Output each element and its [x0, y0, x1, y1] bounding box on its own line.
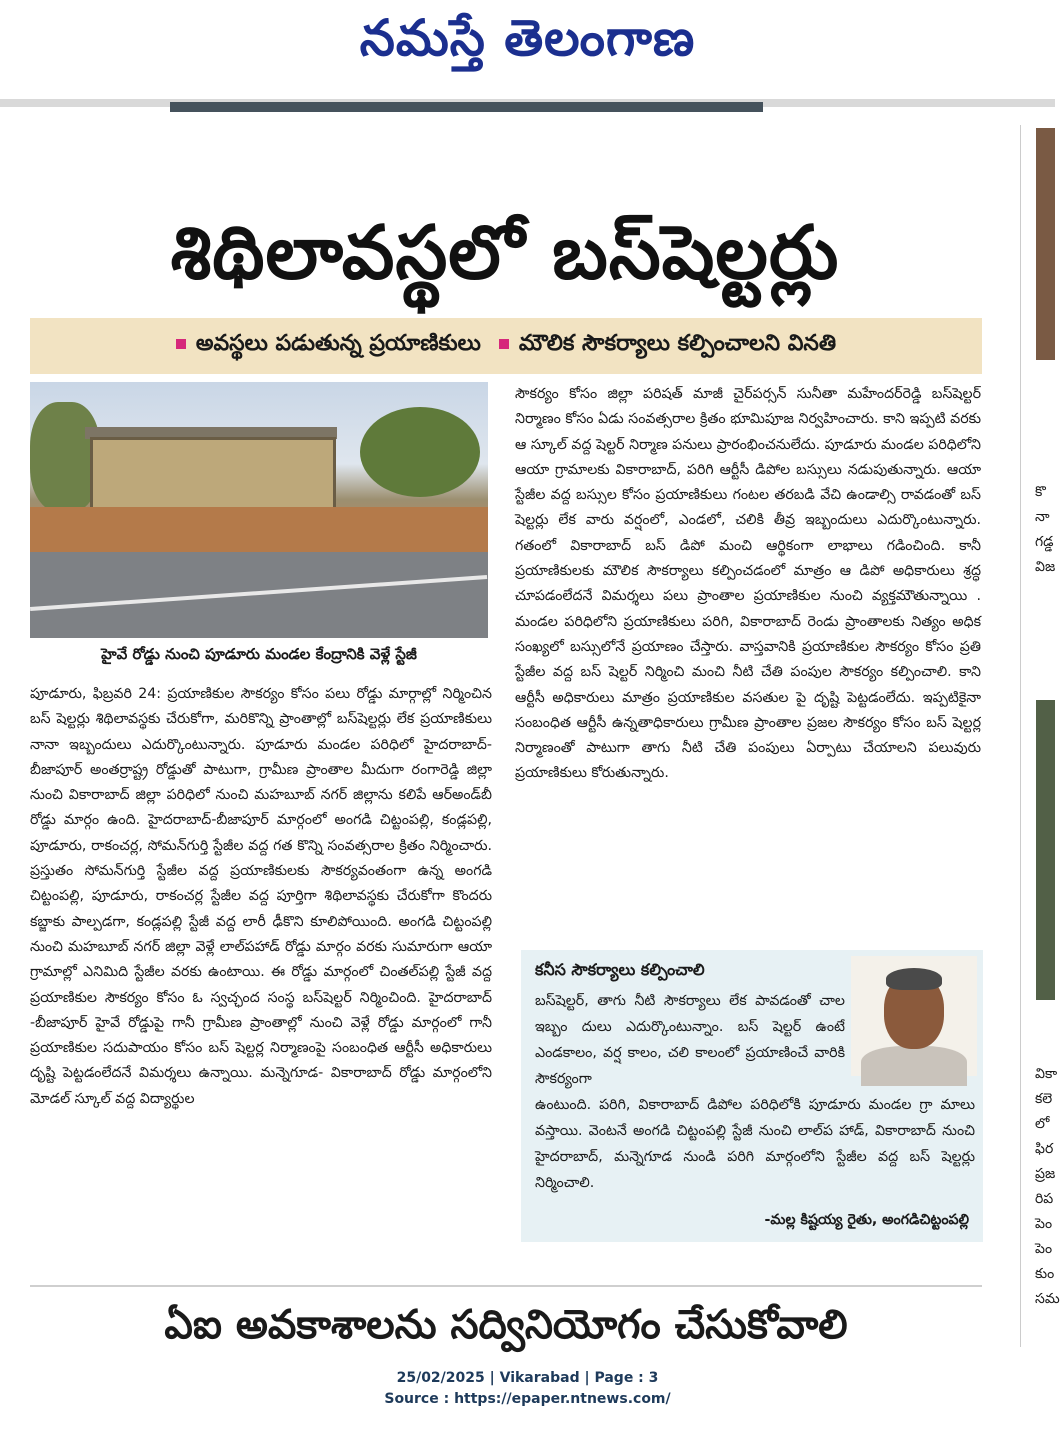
bullet-icon — [499, 339, 509, 349]
adjacent-text-line: లో — [1035, 1116, 1050, 1132]
source-link[interactable]: Source : https://epaper.ntnews.com/ — [384, 1391, 671, 1407]
article-column-left — [30, 682, 492, 1112]
adjacent-text-block-2 — [1035, 1062, 1060, 1312]
adjacent-text-line: విజ — [1035, 559, 1056, 575]
adjacent-text-line: ఫిర — [1035, 1141, 1054, 1157]
article-body-right: సౌకర్యం కోసం జిల్లా పరిషత్ మాజీ చైర్‌పర్సన్ సునీతా మహేందర్‌రెడ్డి బస్‌షెల్టర్ నిర్మాణం కోసం ఏడు సంవత్సరాల క్రితం భూమిపూజ నిర్వహించారు. కాని ఇప్పటి వరకు ఆ స్కూల్ వద్ద షెల్టర్ నిర్మాణ పనులు ప్రారంభించనులేదు. పూడూరు మండల పరిధిలోని ఆయా గ్రామాలకు వికారాబాద్, పరిగి ఆర్టీసీ డిపోల బస్సులు నడుపుతున్నారు. ఆయా స్టేజీల వద్ద బస్సుల కోసం ప్రయాణికులు గంటల తరబడి వేచి ఉండాల్సి రావడంతో బస్ షెల్టర్లు లేక వారు వర్షంలో, ఎండలో, చలికి తీవ్ర ఇబ్బందులు ఎదుర్కొంటున్నారు. గతంలో వికారాబాద్ బస్ డిపో మంచి ఆర్థికంగా లాభాలు గడించింది. కానీ ప్రయాణికులకు మౌలిక సౌకర్యాలు కల్పించడంలో మాత్రం ఆ డిపో అధికారులు శ్రద్ధ చూపడంలేదనే విమర్శలు పలు ప్రాంతాల ప్రయాణికుల నుంచి వ్యక్తమౌతున్నాయి . మండల పరిధిలోని ప్రయాణికులు పరిగి, వికారాబాద్ రెండు ప్రాంతాలకు నిత్యం అధిక సంఖ్యలో బస్సులోనే ప్రయాణం చేస్తారు. వాస్తవానికి ప్రయాణికుల సౌకర్యం కోసం ప్రతి స్టేజీల వద్ద బస్ షెల్టర్ నిర్మించి మంచి నీటి చేతి పంపుల సౌకర్యం కల్పించాలి. కాని ఆర్టీసీ అధికారులు మాత్రం ప్రయాణికుల వసతుల పై దృష్టి పెట్టడంలేదు. ఇప్పటికైనా సంబంధిత ఆర్టీసీ ఉన్నతాధికారులు గ్రామీణ ప్రాంతాల ప్రజల సౌకర్యం కోసం బస్ షెల్టర్ల నిర్మాణంతో పాటుగా తాగు నీటి చేతి పంపులు ఏర్పాటు చేయాలని పలువురు ప్రయాణికులు కోరుతున్నారు. — [515, 386, 982, 782]
adjacent-text-line: వికా — [1035, 1066, 1058, 1082]
page-footer — [0, 1368, 1055, 1410]
article-headline: శిథిలావస్థలో బస్‌షెల్టర్లు — [170, 209, 840, 296]
quote-text-bottom: ఉంటుంది. పరిగి, వికారాబాద్ డిపోల పరిధిలోకి పూడూరు మండల గ్రా మాలు వస్తాయి. వెంటనే అంగడి చిట్టంపల్లి స్టేజీ నుంచి లాల్‌ప హాడ్, వికారాబాద్ నుంచి హైదరాబాద్, మన్నెగూడ నుండి పరిగి మార్గంలోని స్టేజీల వద్ద బస్ షెల్టర్లు నిర్మించాలి. — [535, 1097, 975, 1191]
portrait-hair — [886, 968, 942, 990]
quote-attribution: -మల్ల కిష్టయ్య రైతు, అంగడిచిట్టంపల్లి — [764, 1212, 969, 1228]
adjacent-text-line: సమ — [1035, 1291, 1060, 1307]
next-article-headline: ఏఐ అవకాశాలను సద్వినియోగం చేసుకోవాలి — [164, 1302, 848, 1348]
adjacent-text-line: పెం — [1035, 1216, 1053, 1232]
quote-text-top: బస్‌షెల్టర్, తాగు నీటి సౌకర్యాలు లేక పావడంతో చాల ఇబ్బం దులు ఎదుర్కొంటున్నాం. బస్ షెల్టర్ ఉంటే ఎండకాలం, వర్ష కాలం, చలి కాలంలో ప్రయాణించే వారికి సౌకర్యంగా — [535, 993, 845, 1087]
article-body-left: పూడూరు, ఫిబ్రవరి 24: ప్రయాణికుల సౌకర్యం కోసం పలు రోడ్డు మార్గాల్లో నిర్మించిన బస్ షెల్టర్లు శిథిలావస్థకు చేరుకోగా, మరికొన్ని ప్రాంతాల్లో బస్‌షెల్టర్లు లేక ప్రయాణికులు నానా ఇబ్బందులు ఎదుర్కొంటున్నారు. పూడూరు మండల పరిధిలో హైదరాబాద్-బీజాపూర్ అంతర్రాష్ట్ర రోడ్డుతో పాటుగా, గ్రామీణ ప్రాంతాల మీదుగా రంగారెడ్డి జిల్లా నుంచి వికారాబాద్ జిల్లా పరిధిలో నుంచి మహబూబ్ నగర్ జిల్లాను కలిపే ఆర్అండ్‌బీ రోడ్డు మార్గం ఉంది. హైదరాబాద్-బీజాపూర్ మార్గంలో అంగడి చిట్టంపల్లి, కండ్లపల్లి, పూడూరు, రాకంచర్ల, సోమన్‌గుర్తి స్టేజీల వద్ద గత కొన్ని సంవత్సరాల క్రితం నిర్మించారు. ప్రస్తుతం సోమన్‌గుర్తి స్టేజీల వద్ద ప్రయాణికులకు సౌకర్యవంతంగా ఉన్న అంగడి చిట్టంపల్లి, పూడూరు, రాకంచర్ల స్టేజీల వద్ద పూర్తిగా శిథిలావస్థకు చేరుకోగా కొందరు కబ్జాకు పాల్పడగా, కండ్లపల్లి స్టేజీ వద్ద లారీ ఢీకొని కూలిపోయింది. అంగడి చిట్టంపల్లి నుంచి మహబూబ్ నగర్ జిల్లా వెళ్లే లాల్‌పహాడ్ రోడ్డు మార్గం వరకు సుమారుగా ఆయా గ్రామాల్లో ఎనిమిది స్టేజీల వరకు ఉంటాయి. ఈ రోడ్డు మార్గంలో చింతల్‌పల్లి స్టేజీ వద్ద ప్రయాణికుల సౌకర్యం కోసం ఓ స్వచ్ఛంద సంస్థ బస్‌షెల్టర్ నిర్మించింది. హైదరాబాద్ -బీజాపూర్ హైవే రోడ్డుపై గానీ గ్రామీణ ప్రాంతాల్లో నుంచి వెళ్లే రోడ్డు మార్గంలో గానీ ప్రయాణికుల సదుపాయం కోసం బస్ షెల్టర్ల నిర్మాణంపై సంబంధిత ఆర్టీసీ అధికారులు దృష్టి పెట్టడంలేదనే విమర్శలు ఉన్నాయి. మన్నెగూడ- వికారాబాద్ రోడ్డు మార్గంలోని మోడల్ స్కూల్ వద్ద విద్యార్థుల — [30, 686, 492, 1107]
adjacent-article-image — [1036, 700, 1055, 1000]
quote-box-body — [535, 988, 975, 1196]
photo-tree — [360, 407, 480, 497]
adjacent-text-line: పెం — [1035, 1241, 1053, 1257]
photo-dirt-mound — [30, 507, 488, 557]
adjacent-article-image — [1036, 128, 1055, 360]
adjacent-text-line: కొ — [1035, 484, 1046, 500]
masthead — [0, 0, 1055, 100]
photo-caption: హైవే రోడ్డు నుంచి పూడూరు మండల కేంద్రానికి వెళ్లే స్టేజీ — [101, 645, 417, 663]
subheading-2-text: మౌలిక సౌకర్యాలు కల్పించాలని వినతి — [518, 331, 837, 356]
adjacent-text-line: ప్రజ — [1035, 1166, 1056, 1182]
masthead-accent-bar — [170, 102, 763, 112]
bullet-icon — [176, 339, 186, 349]
article-photo — [30, 382, 488, 638]
subheading-bar — [30, 318, 982, 374]
adjacent-text-line: నా — [1035, 509, 1050, 525]
newspaper-logo: నమస్తే తెలంగాణ — [359, 8, 696, 67]
subheading-2 — [499, 331, 836, 361]
edition-info: 25/02/2025 | Vikarabad | Page : 3 — [396, 1370, 659, 1386]
section-divider — [30, 1285, 982, 1287]
adjacent-text-line: రిప — [1035, 1191, 1054, 1207]
adjacent-text-line: కుం — [1035, 1266, 1055, 1282]
article-column-right — [515, 382, 981, 787]
quote-box-title: కనీస సౌకర్యాలు కల్పించాలి — [535, 960, 705, 979]
adjacent-text-block-1 — [1035, 480, 1055, 580]
subheading-1-text: అవస్థలు పడుతున్న ప్రయాణికులు — [195, 331, 481, 356]
quote-box — [521, 950, 983, 1242]
column-divider — [1020, 125, 1021, 1347]
adjacent-text-line: గడ్డ — [1035, 534, 1054, 550]
photo-road — [30, 552, 488, 638]
adjacent-text-line: కలె — [1035, 1091, 1053, 1107]
subheading-1 — [176, 331, 481, 361]
